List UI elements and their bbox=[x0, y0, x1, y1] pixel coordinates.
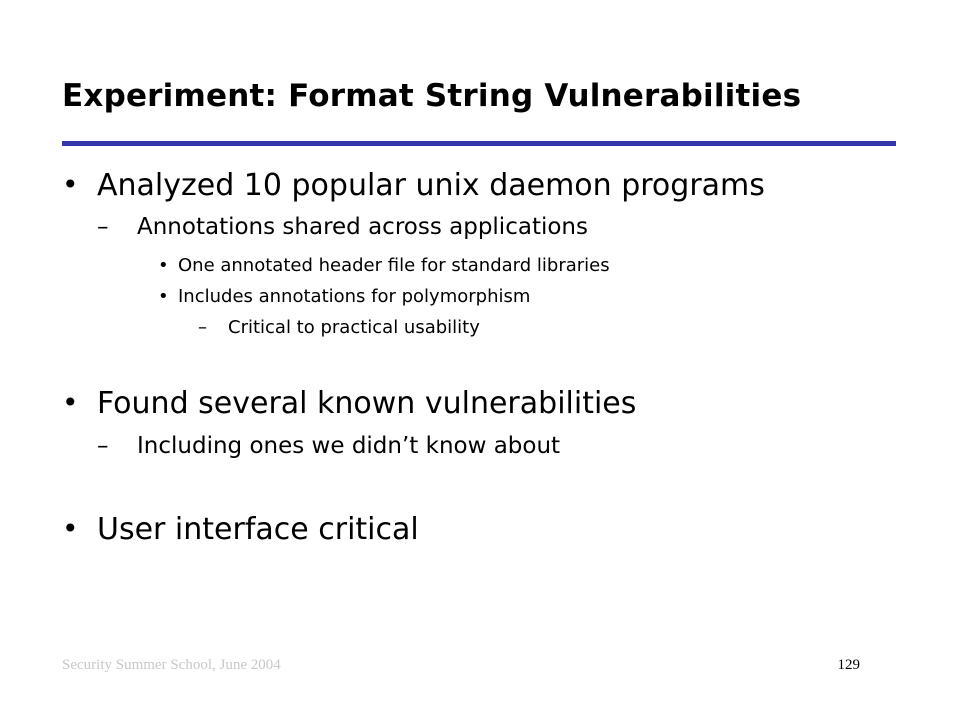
sub-bullet-text: Including ones we didn’t know about bbox=[137, 433, 561, 459]
bullet-marker-icon: • bbox=[158, 255, 169, 276]
sub-sub-bullet-text: One annotated header file for standard libraries bbox=[178, 255, 610, 276]
dash-marker-icon: – bbox=[198, 317, 207, 338]
bullet-marker-icon: • bbox=[62, 386, 79, 419]
sub-sub-bullet-text: Includes annotations for polymorphism bbox=[178, 286, 531, 307]
page-number: 129 bbox=[837, 657, 860, 673]
bullet-marker-icon: • bbox=[62, 168, 79, 201]
bullet-text: Found several known vulnerabilities bbox=[97, 386, 637, 421]
level4-bullet-text: Critical to practical usability bbox=[228, 317, 480, 338]
bullet-marker-icon: • bbox=[62, 512, 79, 545]
bullet-text: User interface critical bbox=[97, 512, 419, 547]
sub-bullet-text: Annotations shared across applications bbox=[137, 214, 588, 240]
bullet-text: Analyzed 10 popular unix daemon programs bbox=[97, 168, 765, 203]
dash-marker-icon: – bbox=[97, 214, 109, 240]
slide-title: Experiment: Format String Vulnerabilities bbox=[62, 78, 802, 114]
bullet-marker-icon: • bbox=[158, 286, 169, 307]
dash-marker-icon: – bbox=[97, 433, 109, 459]
title-divider bbox=[62, 141, 896, 146]
footer-text: Security Summer School, June 2004 bbox=[62, 657, 281, 673]
